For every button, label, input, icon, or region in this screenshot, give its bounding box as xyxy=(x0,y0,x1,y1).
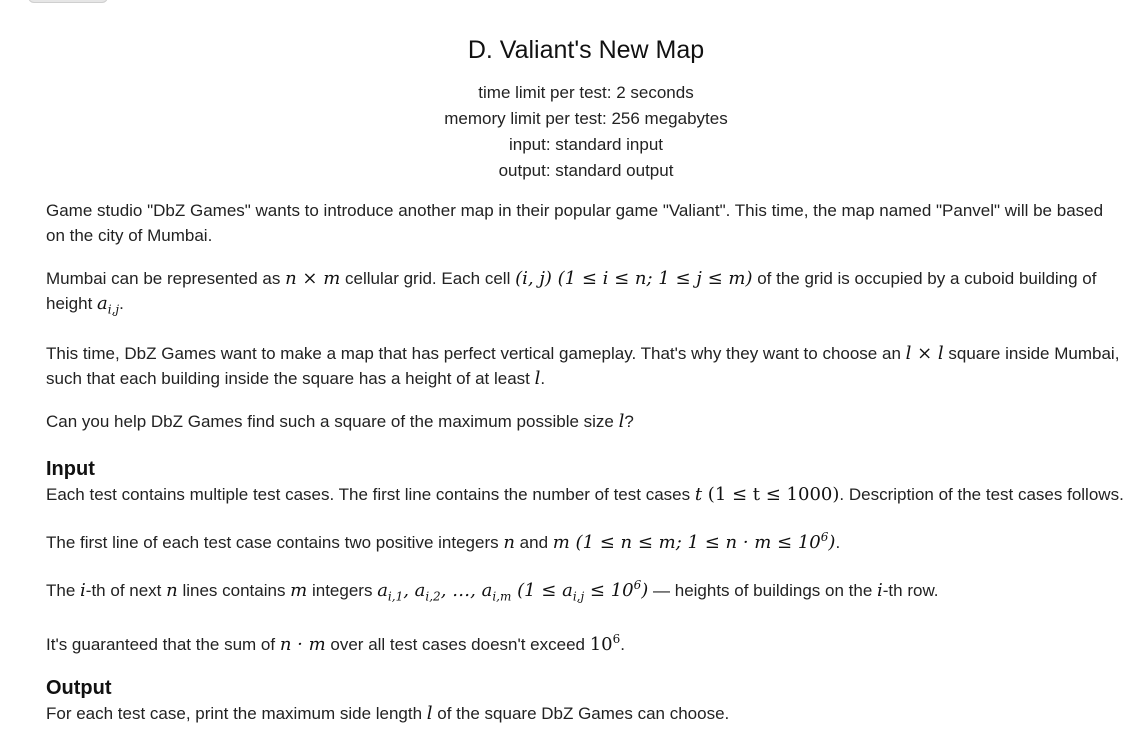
text: cellular grid. Each cell xyxy=(340,269,516,288)
formula-part: , a xyxy=(403,579,426,601)
formula-subscript: i,2 xyxy=(425,589,441,604)
formula: l xyxy=(534,367,541,389)
problem-header xyxy=(0,34,1141,184)
input-paragraph-3 xyxy=(46,573,1126,610)
formula: n xyxy=(503,531,515,553)
text: The xyxy=(46,580,81,600)
input-heading: Input xyxy=(46,457,95,480)
text: Each test contains multiple test cases. The first line contains the number of test cases xyxy=(46,484,695,504)
text: ? xyxy=(624,411,634,431)
formula-subscript: i,j xyxy=(107,302,120,317)
formula: l xyxy=(426,703,433,725)
formula xyxy=(97,293,120,317)
input-file: input: standard input xyxy=(508,135,664,154)
text: of the square DbZ Games can choose. xyxy=(432,704,730,724)
text: -th of next xyxy=(85,580,167,600)
formula: l × l xyxy=(905,342,944,364)
input-paragraph-4 xyxy=(46,627,1126,657)
formula: n · m xyxy=(279,634,326,656)
text: It's guaranteed that the sum of xyxy=(46,635,280,655)
formula: n × m xyxy=(285,268,341,289)
legend-paragraph-2 xyxy=(46,266,1126,323)
formula-part: , …, a xyxy=(440,579,493,601)
formula: n xyxy=(166,579,178,601)
formula: i xyxy=(877,579,883,601)
text: The first line of each test case contains two positive integers xyxy=(46,532,504,552)
text: over all test cases doesn't exceed xyxy=(325,635,590,655)
formula-subscript: i,m xyxy=(492,589,512,604)
text: square inside Mumbai, such that each building inside the square has a height of at least xyxy=(46,343,1120,388)
text: of the grid is occupied by a cuboid building of height xyxy=(46,269,1097,313)
text: . xyxy=(835,532,841,552)
text: . xyxy=(620,635,626,655)
output-file: output: standard output xyxy=(498,161,674,180)
formula-superscript: 6 xyxy=(612,632,621,647)
text: . Description of the test cases follows. xyxy=(839,484,1124,504)
formula-subscript: i,j xyxy=(572,589,585,604)
text: integers xyxy=(307,580,378,600)
formula: i xyxy=(80,579,86,601)
formula: (1 ≤ t ≤ 1000) xyxy=(702,483,840,505)
text: — heights of buildings on the xyxy=(648,580,877,600)
time-limit: time limit per test: 2 seconds xyxy=(478,83,694,102)
memory-limit: memory limit per test: 256 megabytes xyxy=(444,109,728,128)
formula-part: ≤ 10 xyxy=(584,579,634,601)
input-paragraph-2 xyxy=(46,525,1126,555)
formula xyxy=(590,634,621,655)
legend-paragraph-1: Game studio "DbZ Games" wants to introduce another map in their popular game "Valiant". This time, the map named "Panvel" will be based on the city of Mumbai. xyxy=(46,201,1104,245)
formula-part: (1 ≤ a xyxy=(511,579,573,601)
input-paragraph-1 xyxy=(46,482,1126,507)
formula-superscript: 6 xyxy=(633,577,642,592)
formula: l xyxy=(618,410,625,432)
formula-part: ) xyxy=(828,531,836,553)
formula xyxy=(377,577,649,604)
text: and xyxy=(514,532,553,552)
legend-paragraph-3 xyxy=(46,341,1126,391)
text: Can you help DbZ Games find such a square of the maximum possible size xyxy=(46,411,619,431)
text: Mumbai can be represented as xyxy=(46,269,286,288)
text: . xyxy=(119,294,124,313)
top-tab[interactable] xyxy=(28,0,108,3)
text: -th row. xyxy=(882,580,939,600)
formula: t xyxy=(694,483,703,505)
formula-part: a xyxy=(377,579,388,601)
output-heading: Output xyxy=(46,677,112,700)
output-paragraph-1 xyxy=(46,701,1126,726)
formula-superscript: 6 xyxy=(820,529,829,544)
formula: (i, j) (1 ≤ i ≤ n; 1 ≤ j ≤ m) xyxy=(515,268,753,289)
formula xyxy=(569,529,836,553)
text: lines contains xyxy=(177,580,291,600)
text: . xyxy=(540,368,546,388)
legend-paragraph-4 xyxy=(46,409,1126,434)
formula-part: 10 xyxy=(589,634,613,656)
formula-subscript: i,1 xyxy=(387,589,404,604)
problem-statement xyxy=(46,198,1126,739)
formula-base: a xyxy=(97,293,108,314)
text: This time, DbZ Games want to make a map that has perfect vertical gameplay. That's why they want to choose an xyxy=(46,343,906,363)
formula-part: (1 ≤ n ≤ m; 1 ≤ n · m ≤ 10 xyxy=(569,531,821,553)
text: For each test case, print the maximum side length xyxy=(46,704,427,724)
formula-part: ) xyxy=(641,579,649,601)
formula: m xyxy=(552,531,570,553)
formula: m xyxy=(290,579,308,601)
problem-title: D. Valiant's New Map xyxy=(467,36,705,64)
